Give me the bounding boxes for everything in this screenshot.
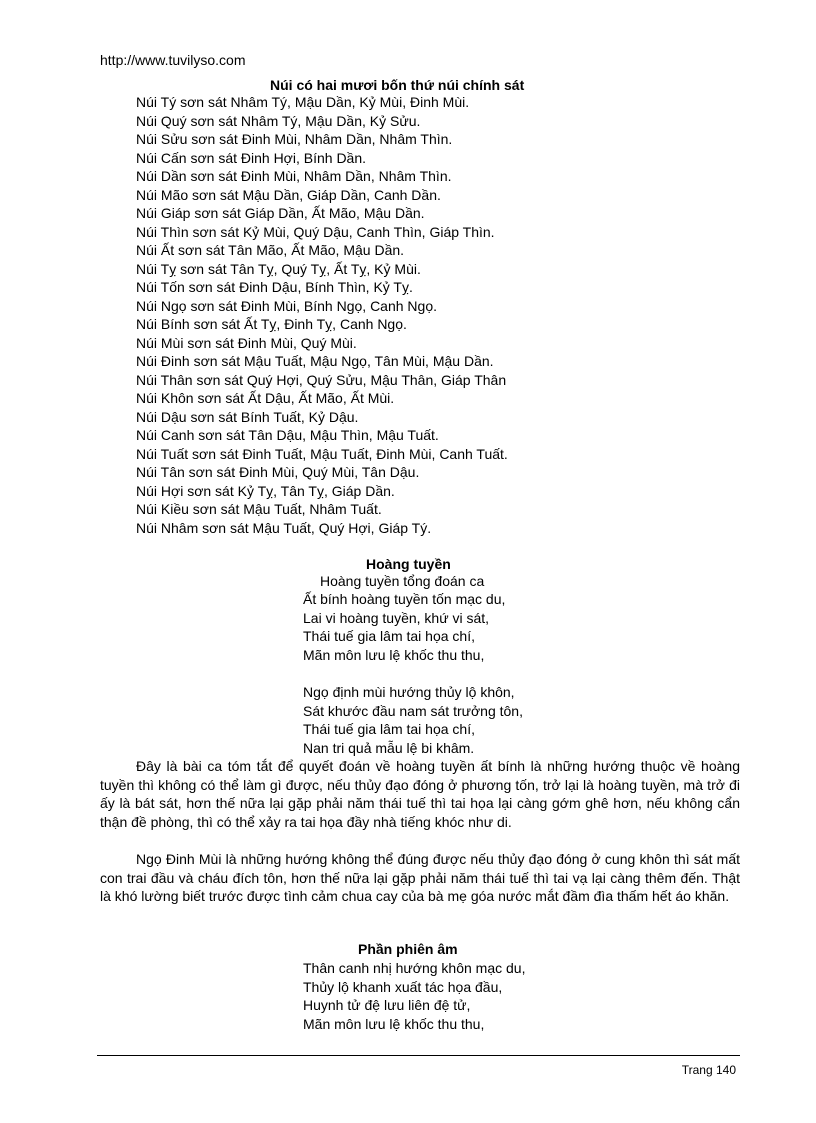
mountain-line: Núi Thìn sơn sát Kỷ Mùi, Quý Dậu, Canh Thìn, Giáp Thìn.: [136, 223, 495, 240]
page-number: Trang 140: [681, 1063, 736, 1077]
mountain-line: Núi Quý sơn sát Nhâm Tý, Mậu Dần, Kỷ Sửu.: [136, 112, 421, 129]
mountain-line: Núi Canh sơn sát Tân Dậu, Mậu Thìn, Mậu Tuất.: [136, 427, 439, 443]
mountain-line: Núi Ngọ sơn sát Đinh Mùi, Bính Ngọ, Canh Ngọ.: [136, 297, 437, 314]
header-url: http://www.tuvilyso.com: [100, 52, 246, 68]
verse-line: Mãn môn lưu lệ khốc thu thu,: [303, 1015, 485, 1032]
poem-verse-1: [303, 590, 505, 664]
mountain-line: Núi Dậu sơn sát Bính Tuất, Kỷ Dậu.: [136, 408, 359, 425]
mountain-line: Núi Ất sơn sát Tân Mão, Ất Mão, Mậu Dần.: [136, 242, 405, 258]
verse-line: Thái tuế gia lâm tai họa chí,: [303, 628, 475, 644]
verse-line: Ngọ định mùi hướng thủy lộ khôn,: [303, 684, 515, 700]
verse-line: Thủy lộ khanh xuất tác họa đầu,: [303, 978, 503, 995]
mountain-line: Núi Dần sơn sát Đinh Mùi, Nhâm Dần, Nhâm Thìn.: [136, 168, 452, 184]
mountain-line: Núi Tốn sơn sát Đinh Dậu, Bính Thìn, Kỷ Tỵ.: [136, 279, 413, 295]
mountain-line: Núi Khôn sơn sát Ất Dậu, Ất Mão, Ất Mùi.: [136, 390, 395, 406]
footer-divider: [97, 1055, 740, 1056]
mountain-line: Núi Kiều sơn sát Mậu Tuất, Nhâm Tuất.: [136, 501, 382, 517]
section-title-phien-am: Phần phiên âm: [358, 941, 458, 957]
mountain-line: Núi Sửu sơn sát Đinh Mùi, Nhâm Dần, Nhâm Thìn.: [136, 131, 453, 147]
section-title-mountains: Núi có hai mươi bốn thứ núi chính sát: [270, 77, 525, 93]
section-title-hoang-tuyen: Hoàng tuyền: [366, 556, 451, 572]
mountain-line: Núi Tý sơn sát Nhâm Tý, Mậu Dần, Kỷ Mùi, Đinh Mùi.: [136, 94, 470, 110]
verse-line: Ất bính hoàng tuyền tốn mạc du,: [303, 591, 506, 607]
mountain-line: Núi Tỵ sơn sát Tân Tỵ, Quý Tỵ, Ất Tỵ, Kỷ Mùi.: [136, 260, 421, 277]
mountain-line: Núi Đinh sơn sát Mậu Tuất, Mậu Ngọ, Tân Mùi, Mậu Dần.: [136, 353, 494, 369]
verse-line: Thân canh nhị hướng khôn mạc du,: [303, 960, 526, 976]
verse-line: Nan tri quả mẫu lệ bi khâm.: [303, 739, 475, 756]
mountain-line: Núi Hợi sơn sát Kỷ Tỵ, Tân Tỵ, Giáp Dần.: [136, 482, 395, 499]
verse-line: Thái tuế gia lâm tai họa chí,: [303, 721, 475, 737]
mountain-line: Núi Nhâm sơn sát Mậu Tuất, Quý Hợi, Giáp Tý.: [136, 519, 432, 536]
mountain-line: Núi Bính sơn sát Ất Tỵ, Đinh Tỵ, Canh Ngọ.: [136, 316, 407, 332]
paragraph-1: Đây là bài ca tóm tắt để quyết đoán về hoàng tuyền ất bính là những hướng thuộc về hoàng tuyền thì không có thể làm gì được, nếu thủy đạo đóng ở phương tốn, trở lại là hoàng tuyền, mà trở đi ấy là bát sát, hơn thế nữa lại gặp phải năm thái tuế thì tai họa lại càng gớm ghê hơn, nếu không cẩn thận đề phòng, thì có thể xảy ra tai họa đầy nhà tiếng khóc như di.: [100, 758, 740, 830]
mountain-line: Núi Tân sơn sát Đinh Mùi, Quý Mùi, Tân Dậu.: [136, 464, 420, 480]
mountain-line: Núi Mão sơn sát Mậu Dần, Giáp Dần, Canh Dần.: [136, 186, 441, 203]
poem-verse-2: [303, 683, 523, 757]
mountain-list: [136, 93, 508, 537]
verse-line: Lai vi hoàng tuyền, khứ vi sát,: [303, 609, 490, 626]
mountain-line: Núi Tuất sơn sát Đinh Tuất, Mậu Tuất, Đinh Mùi, Canh Tuất.: [136, 445, 508, 462]
phien-am-verse: [303, 959, 525, 1033]
poem-subtitle: Hoàng tuyền tổng đoán ca: [320, 573, 485, 589]
mountain-line: Núi Cấn sơn sát Đinh Hợi, Bính Dần.: [136, 149, 367, 166]
verse-line: Huynh tử đệ lưu liên đệ tử,: [303, 997, 471, 1013]
verse-line: Sát khước đầu nam sát trưởng tôn,: [303, 702, 523, 719]
verse-line: Mãn môn lưu lệ khốc thu thu,: [303, 646, 485, 663]
paragraph-2: Ngọ Đinh Mùi là những hướng không thể đúng được nếu thủy đạo đóng ở cung khôn thì sát mất con trai đầu và cháu đích tôn, hơn thế nữa lại gặp phải năm thái tuế thì tai vạ lại càng thêm đến. Thật là khó lường biết trước được tình cảm chua cay của bà mẹ góa nước mắt đầm đìa thấm hết áo khăn.: [100, 851, 740, 905]
mountain-line: Núi Giáp sơn sát Giáp Dần, Ất Mão, Mậu Dần.: [136, 205, 425, 221]
mountain-line: Núi Thân sơn sát Quý Hợi, Quý Sửu, Mậu Thân, Giáp Thân: [136, 371, 507, 388]
mountain-line: Núi Mùi sơn sát Đinh Mùi, Quý Mùi.: [136, 334, 357, 351]
